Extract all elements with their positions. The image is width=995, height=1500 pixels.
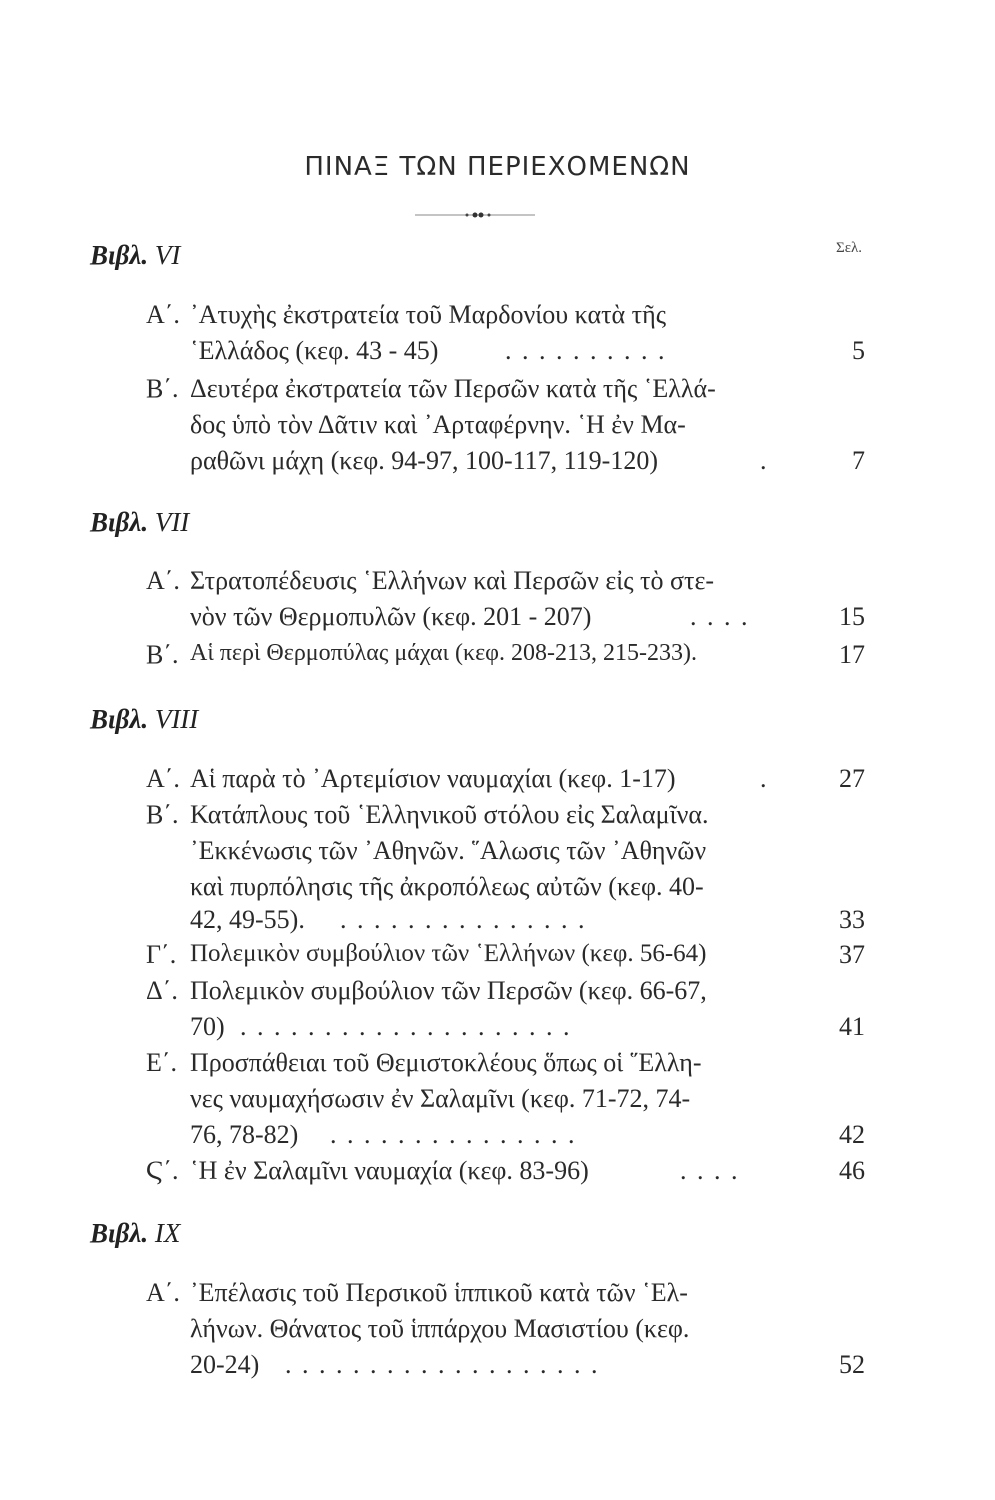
book-heading-vi: [90, 240, 180, 271]
toc-entry-line: [0, 446, 995, 482]
leader-dots: . . . . . . . . . . . . . . .: [340, 905, 587, 934]
entry-letter: Β΄.: [146, 800, 179, 829]
entry-page-number: 7: [852, 446, 865, 475]
toc-entry-line: [0, 1120, 995, 1156]
toc-entry-viii-c: [0, 940, 995, 976]
leader-dots: .: [760, 764, 769, 793]
entry-text: νες ναυμαχήσωσιν ἐν Σαλαμῖνι (κεφ. 71-72, 74-: [190, 1084, 691, 1113]
page-title: ΠΙΝΑΞ ΤΩΝ ΠΕΡΙΕΧΟΜΕΝΩΝ: [304, 152, 691, 182]
entry-text: λήνων. Θάνατος τοῦ ἱππάρχου Μασιστίου (κεφ.: [190, 1314, 690, 1343]
toc-entry-line: [0, 602, 995, 638]
entry-text: ῾Ελλάδος (κεφ. 43 - 45): [190, 336, 439, 365]
entry-text: δος ὑπὸ τὸν Δᾶτιν καὶ ᾿Αρταφέρνην. ῾Η ἐν Μα-: [190, 410, 686, 439]
book-number: VII: [154, 507, 190, 537]
toc-entry-viii-f: [0, 1156, 995, 1192]
toc-entry-vi-b: [0, 374, 995, 410]
entry-text: ᾿Εκκένωσις τῶν ᾿Αθηνῶν. ῞Αλωσις τῶν ᾿Αθηνῶν: [190, 836, 707, 865]
book-heading-ix: [90, 1218, 180, 1249]
book-abbr: Βιβλ.: [90, 1218, 149, 1248]
book-abbr: Βιβλ.: [90, 240, 149, 270]
entry-text: Στρατοπέδευσις ῾Ελλήνων καὶ Περσῶν εἰς τὸ στε-: [190, 566, 715, 595]
entry-letter: Α΄.: [146, 300, 180, 329]
entry-page-number: 52: [839, 1350, 865, 1379]
toc-entry-line: [0, 336, 995, 372]
entry-text: καὶ πυρπόλησις τῆς ἀκροπόλεως αὐτῶν (κεφ. 40-: [190, 872, 704, 901]
leader-dots: . . . .: [680, 1156, 740, 1185]
toc-entry-vi-a: [0, 300, 995, 336]
entry-letter: Ϛ΄.: [146, 1156, 179, 1185]
title-ornament: [415, 208, 535, 222]
toc-entry-line: [0, 905, 995, 941]
toc-entry-line: [0, 1012, 995, 1048]
entry-letter: Ε΄.: [146, 1048, 178, 1077]
entry-text: νὸν τῶν Θερμοπυλῶν (κεφ. 201 - 207): [190, 602, 592, 631]
entry-page-number: 37: [839, 940, 865, 969]
toc-entry-vii-a: [0, 566, 995, 602]
toc-entry-viii-e: [0, 1048, 995, 1084]
entry-text: ραθῶνι μάχη (κεφ. 94-97, 100-117, 119-120): [190, 446, 658, 475]
entry-letter: Β΄.: [146, 640, 179, 669]
entry-text: Αἱ περὶ Θερμοπύλας μάχαι (κεφ. 208-213, 215-233).: [190, 640, 697, 666]
entry-letter: Γ΄.: [146, 940, 177, 969]
toc-entry-vii-b: [0, 640, 995, 676]
entry-text: Προσπάθειαι τοῦ Θεμιστοκλέους ὅπως οἱ ῞Ελλη-: [190, 1048, 702, 1077]
page-column-label: Σελ.: [836, 240, 863, 256]
entry-text: Κατάπλους τοῦ ῾Ελληνικοῦ στόλου εἰς Σαλαμῖνα.: [190, 800, 709, 829]
entry-letter: Δ΄.: [146, 976, 178, 1005]
entry-letter: Β΄.: [146, 374, 179, 403]
entry-text: 76, 78-82): [190, 1120, 299, 1149]
entry-letter: Α΄.: [146, 1278, 180, 1307]
leader-dots: . . . .: [690, 602, 750, 631]
entry-page-number: 33: [839, 905, 865, 934]
book-abbr: Βιβλ.: [90, 704, 149, 734]
leader-dots: . . . . . . . . . .: [505, 336, 667, 365]
entry-page-number: 46: [839, 1156, 865, 1185]
entry-text: 42, 49-55).: [190, 905, 305, 934]
book-number: IX: [154, 1218, 181, 1248]
book-heading-vii: [90, 507, 189, 538]
book-abbr: Βιβλ.: [90, 507, 149, 537]
toc-entry-ix-a: [0, 1278, 995, 1314]
entry-text: ᾿Επέλασις τοῦ Περσικοῦ ἱππικοῦ κατὰ τῶν ῾Ελ-: [190, 1278, 688, 1307]
entry-text: 70): [190, 1012, 225, 1041]
entry-text: Αἱ παρὰ τὸ ᾿Αρτεμίσιον ναυμαχίαι (κεφ. 1-17): [190, 764, 676, 793]
book-number: VI: [154, 240, 181, 270]
entry-page-number: 15: [839, 602, 865, 631]
entry-letter: Α΄.: [146, 566, 180, 595]
leader-dots: . . . . . . . . . . . . . . . . . . .: [285, 1350, 600, 1379]
leader-dots: . . . . . . . . . . . . . . . . . . . .: [240, 1012, 572, 1041]
leader-dots: .: [760, 446, 769, 475]
toc-entry-viii-d: [0, 976, 995, 1012]
entry-text: ῾Η ἐν Σαλαμῖνι ναυμαχία (κεφ. 83-96): [190, 1156, 589, 1185]
entry-page-number: 41: [839, 1012, 865, 1041]
entry-text: ᾿Ατυχὴς ἐκστρατεία τοῦ Μαρδονίου κατὰ τῆς: [190, 300, 666, 329]
toc-entry-viii-a: [0, 764, 995, 800]
leader-dots: . . . . . . . . . . . . . . .: [330, 1120, 577, 1149]
entry-text: Πολεμικὸν συμβούλιον τῶν ῾Ελλήνων (κεφ. 56-64): [190, 940, 707, 967]
entry-page-number: 5: [852, 336, 865, 365]
entry-page-number: 17: [839, 640, 865, 669]
book-number: VIII: [154, 704, 199, 734]
toc-entry-line: [0, 836, 995, 872]
toc-entry-line: [0, 872, 995, 908]
entry-text: 20-24): [190, 1350, 260, 1379]
entry-letter: Α΄.: [146, 764, 180, 793]
book-heading-viii: [90, 704, 198, 735]
entry-text: Πολεμικὸν συμβούλιον τῶν Περσῶν (κεφ. 66-67,: [190, 976, 707, 1005]
entry-text: Δευτέρα ἐκστρατεία τῶν Περσῶν κατὰ τῆς ῾Ελλά-: [190, 374, 716, 403]
entry-page-number: 42: [839, 1120, 865, 1149]
toc-entry-viii-b: [0, 800, 995, 836]
toc-entry-line: [0, 1084, 995, 1120]
toc-entry-line: [0, 1350, 995, 1386]
entry-page-number: 27: [839, 764, 865, 793]
toc-entry-line: [0, 410, 995, 446]
toc-entry-line: [0, 1314, 995, 1350]
